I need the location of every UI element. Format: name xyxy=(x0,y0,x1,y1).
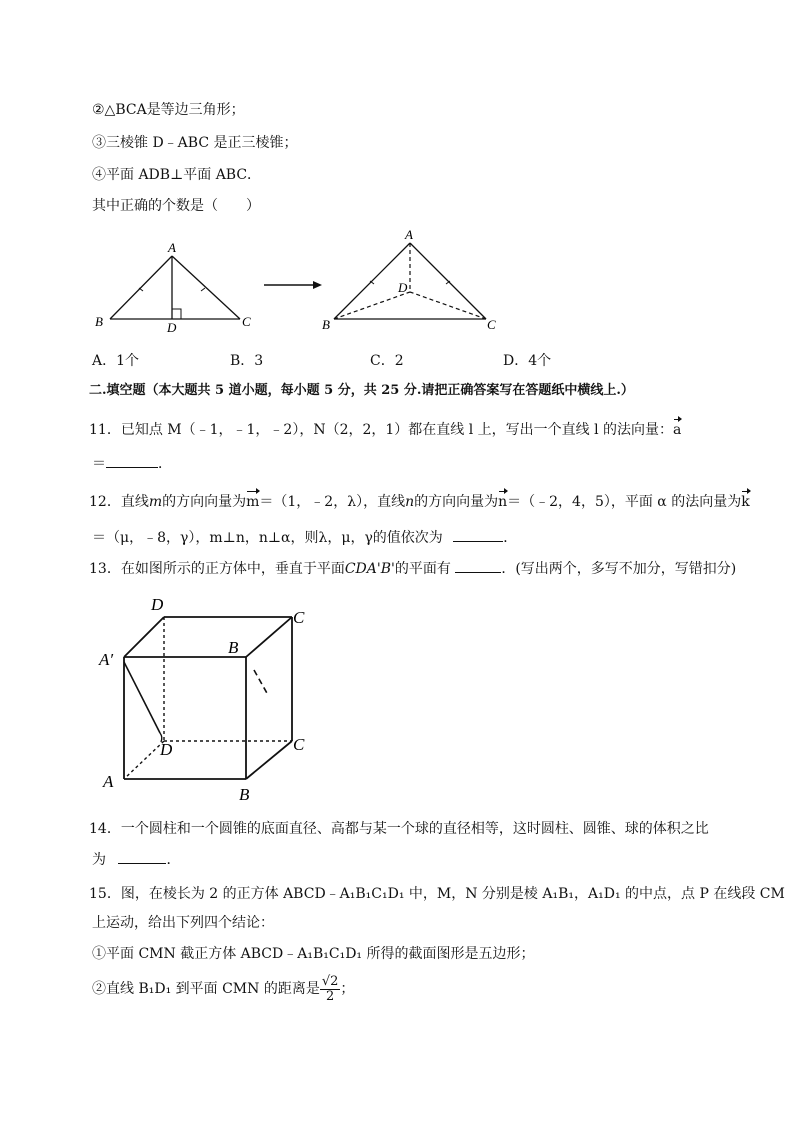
arrow-right-icon xyxy=(264,281,322,289)
q12-vector-k: k xyxy=(741,494,750,510)
q11-answer-line xyxy=(92,455,172,473)
q15-statement-2 xyxy=(92,972,354,1006)
q15-line2: 上运动，给出下列四个结论： xyxy=(92,915,274,931)
q15-statement-2-text: ②直线 B₁D₁ 到平面 CMN 的距离是 xyxy=(92,981,320,997)
q13-label-B-bottom: B xyxy=(239,785,250,804)
q14-line2 xyxy=(92,851,180,869)
q10-option-b[interactable]: B．3 xyxy=(230,353,264,369)
q10-statement-2: ②△BCA是等边三角形； xyxy=(92,102,245,118)
q12-part3: ＝（1，﹣2，λ），直线 xyxy=(259,494,406,510)
q10-option-d[interactable]: D．4个 xyxy=(503,353,552,369)
q12-vector-n: n xyxy=(498,494,508,510)
q12-answer-blank[interactable] xyxy=(453,529,503,542)
q12-part4: 的方向向量为 xyxy=(414,494,499,510)
q12-line2-text: ＝（μ，﹣8，γ），m⊥n，n⊥α，则λ，μ，γ的值依次为 xyxy=(92,530,443,546)
q11-vector-a: a xyxy=(673,422,682,438)
q10-right-label-C: C xyxy=(487,317,496,332)
q11-equals: ＝ xyxy=(92,456,106,472)
q13-part3: ．(写出两个，多写不加分，写错扣分) xyxy=(501,561,737,577)
q10-right-label-B: B xyxy=(322,317,330,332)
section-2-title: 二.填空题（本大题共 5 道小题，每小题 5 分，共 25 分.请把正确答案写在答题纸中横线上.） xyxy=(89,383,634,398)
q13-label-A-bottom: A xyxy=(103,772,114,791)
q13-plane: CDA'B' xyxy=(344,561,395,577)
q10-left-label-B: B xyxy=(95,314,103,329)
q10-question: 其中正确的个数是（ ） xyxy=(92,198,260,214)
q12-end: ． xyxy=(503,530,518,546)
q13-label-C-top: C xyxy=(293,608,305,627)
q10-folded-tetrahedron xyxy=(322,228,496,332)
q12-text xyxy=(89,493,750,511)
q10-option-c[interactable]: C．2 xyxy=(370,353,404,369)
q12-part1: 12．直线 xyxy=(89,494,149,510)
q13-part2: 的平面有 xyxy=(394,561,451,577)
q13-part1: 13．在如图所示的正方体中，垂直于平面 xyxy=(89,561,345,577)
q10-statement-4: ④平面 ADB⊥平面 ABC． xyxy=(92,167,262,183)
q15-statement-1: ①平面 CMN 截正方体 ABCD﹣A₁B₁C₁D₁ 所得的截面图形是五边形； xyxy=(92,946,535,962)
q13-label-D-top: D xyxy=(151,595,164,614)
q10-flat-triangle xyxy=(95,240,251,335)
q11-end: ． xyxy=(158,456,172,472)
q10-left-label-D: D xyxy=(167,320,177,335)
q14-line1: 14．一个圆柱和一个圆锥的底面直径、高都与某一个球的直径相等，这时圆柱、圆锥、球的体积之比 xyxy=(89,821,709,837)
q13-label-A-prime: A′ xyxy=(99,650,114,669)
q13-text xyxy=(89,560,736,578)
q15-line1: 15．图，在棱长为 2 的正方体 ABCD﹣A₁B₁C₁D₁ 中，M，N 分别是棱 A₁B₁，A₁D₁ 的中点，点 P 在线段 CM xyxy=(89,886,785,902)
q10-statement-3: ③三棱锥 D﹣ABC 是正三棱锥； xyxy=(92,135,298,151)
q15-fraction xyxy=(320,975,341,1004)
q13-answer-blank[interactable] xyxy=(455,560,501,573)
q12-vector-m: m xyxy=(246,494,260,510)
q10-left-label-A: A xyxy=(168,240,176,255)
q12-line-m: m xyxy=(148,494,163,510)
q12-part2: 的方向向量为 xyxy=(162,494,247,510)
q11-text xyxy=(89,421,681,439)
q10-left-label-C: C xyxy=(242,314,251,329)
q15-statement-2-end: ； xyxy=(340,981,355,997)
q14-line2-text: 为 xyxy=(92,852,106,868)
q11-answer-blank[interactable] xyxy=(106,455,158,468)
q14-answer-blank[interactable] xyxy=(118,851,166,864)
q10-option-a[interactable]: A．1个 xyxy=(92,353,140,369)
q12-line2 xyxy=(92,529,517,547)
q13-label-D-bottom: D xyxy=(160,740,173,759)
q10-right-label-A: A xyxy=(405,228,413,242)
q10-figure xyxy=(88,228,518,340)
q11-line1: 11．已知点 M（﹣1，﹣1，﹣2），N（2，2，1）都在直线 l 上，写出一个直线 l 的法向量： xyxy=(89,422,674,438)
q15-fraction-denominator: 2 xyxy=(325,988,335,1004)
q13-label-C-bottom: C xyxy=(293,735,305,754)
q14-end: ． xyxy=(166,852,181,868)
q13-label-B-prime: B xyxy=(228,638,239,657)
q13-cube-figure xyxy=(96,590,336,805)
q10-right-label-D: D xyxy=(398,280,408,295)
q15-fraction-numerator: √2 xyxy=(321,973,339,989)
q12-part5: ＝（﹣2，4，5），平面 α 的法向量为 xyxy=(507,494,742,510)
q12-line-n: n xyxy=(405,494,415,510)
